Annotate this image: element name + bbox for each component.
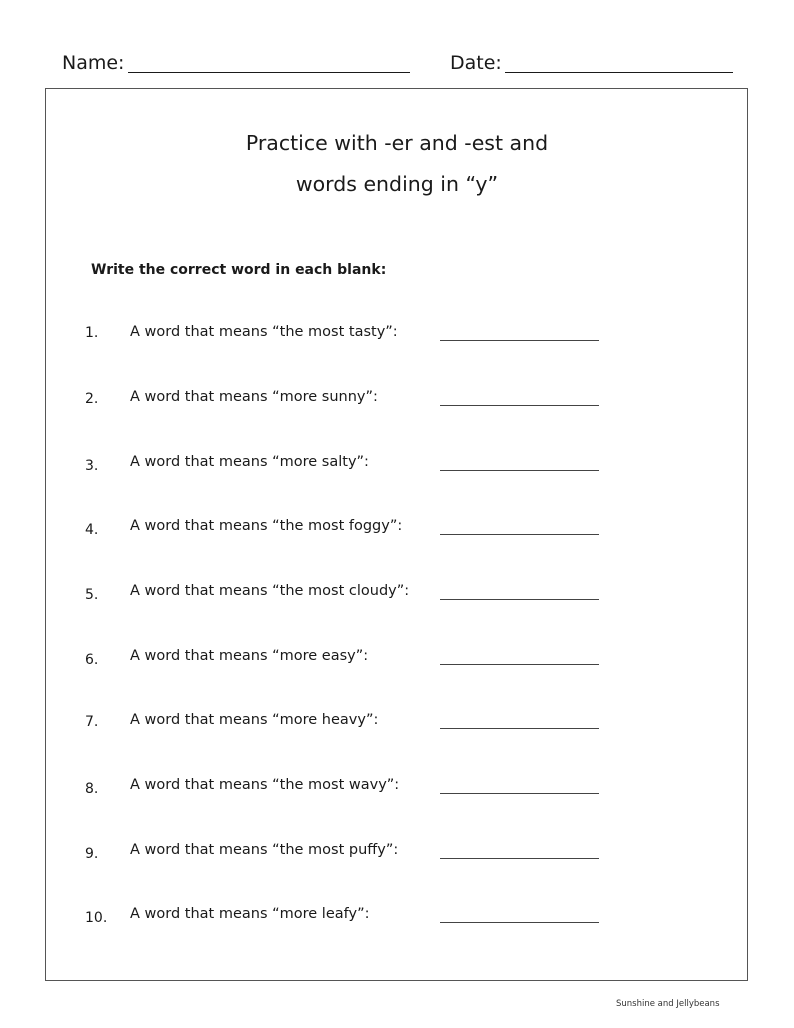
question-number: 6.: [85, 652, 99, 668]
question-number: 4.: [85, 522, 99, 538]
answer-blank[interactable]: [440, 599, 599, 600]
question-row: [0, 520, 794, 550]
answer-blank[interactable]: [440, 405, 599, 406]
footer-credit: Sunshine and Jellybeans: [616, 999, 720, 1009]
question-number: 2.: [85, 391, 99, 407]
answer-blank[interactable]: [440, 922, 599, 923]
instructions: Write the correct word in each blank:: [91, 262, 387, 278]
answer-blank[interactable]: [440, 793, 599, 794]
name-field[interactable]: [128, 72, 410, 73]
question-row: [0, 391, 794, 421]
question-row: [0, 844, 794, 874]
question-number: 9.: [85, 846, 99, 862]
question-number: 3.: [85, 458, 99, 474]
name-label: Name:: [62, 52, 125, 74]
question-number: 1.: [85, 325, 99, 341]
question-text: A word that means “more heavy”:: [130, 712, 379, 728]
question-row: [0, 585, 794, 615]
date-field[interactable]: [505, 72, 733, 73]
date-label: Date:: [450, 52, 502, 74]
question-number: 10.: [85, 910, 108, 926]
question-number: 8.: [85, 781, 99, 797]
question-text: A word that means “the most wavy”:: [130, 777, 400, 793]
question-row: [0, 714, 794, 744]
question-row: [0, 650, 794, 680]
question-row: [0, 779, 794, 809]
question-row: [0, 456, 794, 486]
question-text: A word that means “the most tasty”:: [130, 324, 398, 340]
question-text: A word that means “the most foggy”:: [130, 518, 403, 534]
question-text: A word that means “more sunny”:: [130, 389, 378, 405]
answer-blank[interactable]: [440, 858, 599, 859]
answer-blank[interactable]: [440, 728, 599, 729]
question-row: [0, 326, 794, 356]
question-text: A word that means “the most puffy”:: [130, 842, 399, 858]
answer-blank[interactable]: [440, 470, 599, 471]
answer-blank[interactable]: [440, 340, 599, 341]
question-text: A word that means “the most cloudy”:: [130, 583, 410, 599]
answer-blank[interactable]: [440, 664, 599, 665]
answer-blank[interactable]: [440, 534, 599, 535]
question-text: A word that means “more leafy”:: [130, 906, 370, 922]
question-number: 5.: [85, 587, 99, 603]
question-row: [0, 908, 794, 938]
worksheet-title-line-1: Practice with -er and -est and: [245, 131, 549, 155]
question-text: A word that means “more salty”:: [130, 454, 369, 470]
question-text: A word that means “more easy”:: [130, 648, 369, 664]
worksheet-title-line-2: words ending in “y”: [295, 172, 499, 196]
question-number: 7.: [85, 714, 99, 730]
